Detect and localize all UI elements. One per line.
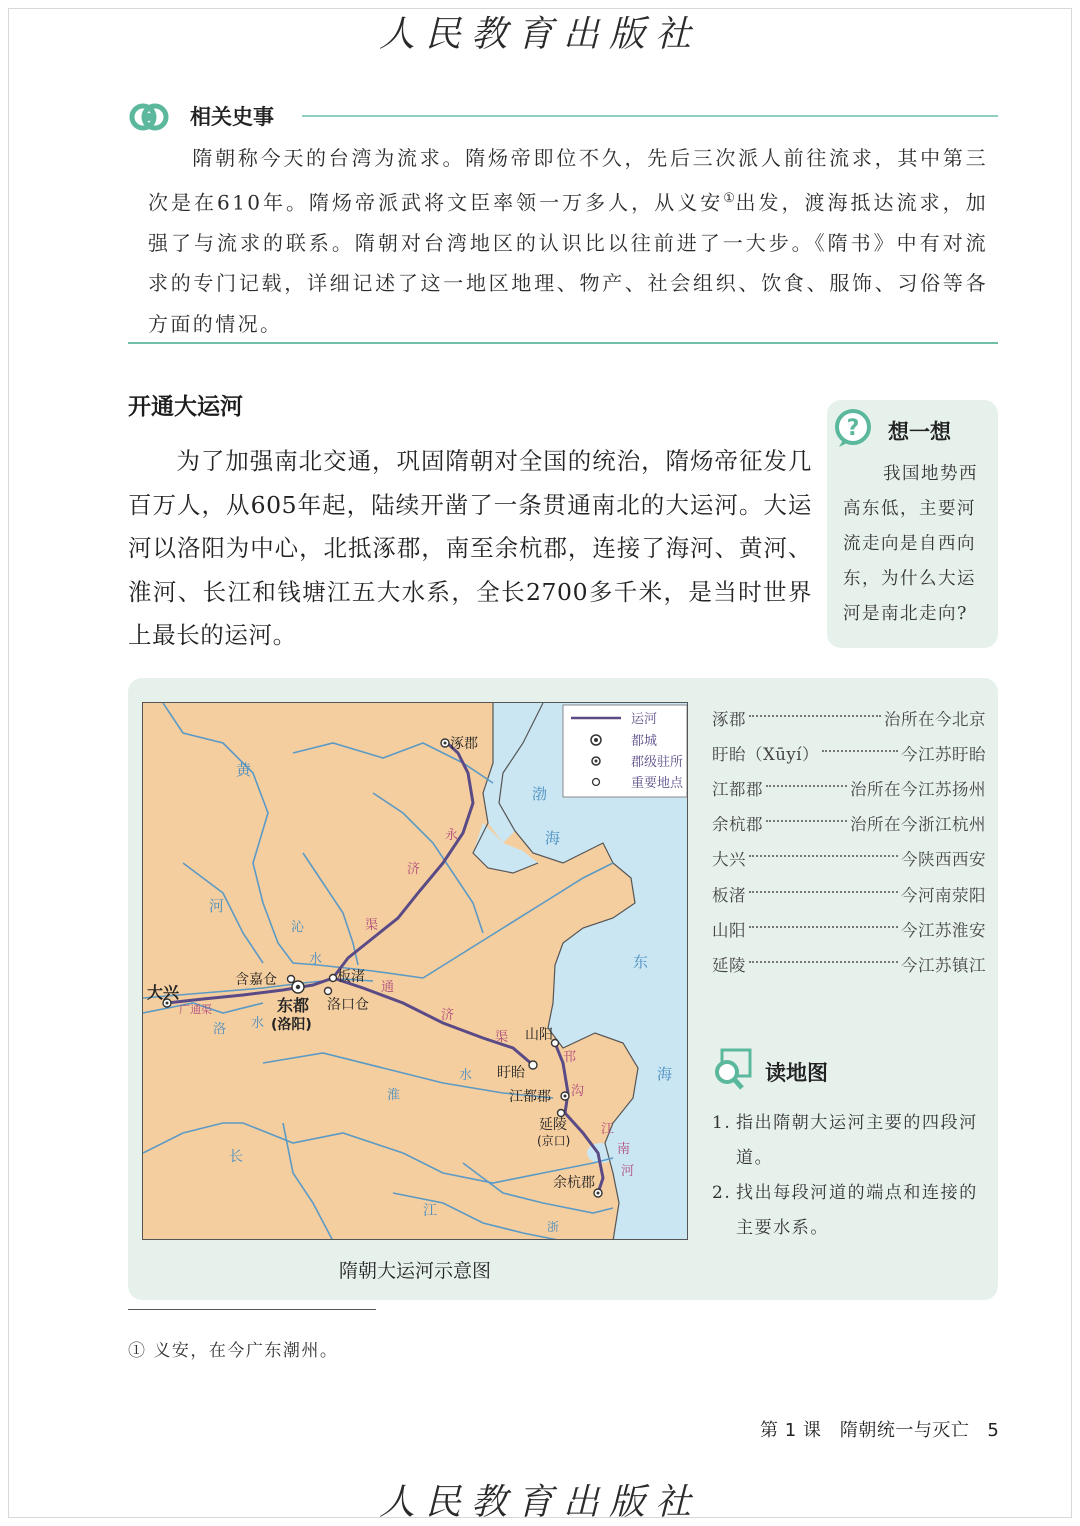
read-map-item-text: 指出隋朝大运河主要的四段河道。	[736, 1113, 978, 1168]
glossary-term: 大兴	[712, 850, 746, 870]
glossary-leader	[749, 855, 898, 857]
label-bo: 渤	[532, 785, 548, 803]
label-luo: 洛	[213, 1022, 227, 1037]
glossary-leader	[766, 785, 847, 787]
label-yong: 永	[445, 828, 459, 843]
place-banzhu: 板渚	[337, 969, 365, 985]
read-map-title: 读地图	[765, 1061, 828, 1085]
legend-prefecture: 郡级驻所	[631, 755, 684, 770]
label-tong: 通	[381, 980, 395, 995]
place-zhuojun: 涿郡	[450, 736, 478, 752]
label-guangtongqu: 广通渠	[179, 1003, 212, 1016]
read-map-item-number: 1.	[712, 1113, 732, 1133]
label-he: 河	[209, 897, 225, 915]
publisher-footer: 人民教育出版社	[378, 1482, 701, 1523]
glossary-row	[712, 700, 986, 735]
related-history-icon	[128, 96, 170, 138]
glossary-leader	[749, 926, 898, 928]
label-dong: 东	[633, 953, 649, 971]
label-huai: 淮	[387, 1088, 401, 1103]
place-jiangdu: 江都郡	[509, 1089, 551, 1105]
footnote-mark: ①	[723, 190, 736, 206]
place-yanling: 延陵	[539, 1117, 567, 1133]
read-map-item	[712, 1176, 982, 1246]
label-gou: 沟	[571, 1084, 585, 1099]
label-huang: 黄	[236, 761, 252, 779]
page-footer	[760, 1416, 999, 1442]
label-shui-qin: 水	[309, 952, 323, 967]
label-qu2: 渠	[495, 1030, 509, 1045]
read-map-item	[712, 1106, 982, 1176]
glossary-row	[712, 841, 986, 876]
glossary-note: 今江苏淮安	[901, 920, 986, 940]
glossary-row	[712, 946, 986, 981]
glossary-row	[712, 770, 986, 805]
grand-canal-map	[142, 702, 688, 1240]
glossary-note: 治所在今江苏扬州	[850, 779, 986, 799]
section-heading: 开通大运河	[128, 394, 243, 420]
glossary-note: 今江苏盱眙	[901, 744, 986, 764]
label-han: 邗	[563, 1050, 577, 1065]
glossary-row	[712, 911, 986, 946]
lesson-title: 第 1 课 隋朝统一与灭亡	[760, 1420, 970, 1441]
question-icon	[833, 407, 875, 449]
glossary-row	[712, 735, 986, 770]
glossary-row	[712, 876, 986, 911]
related-history-text	[148, 138, 988, 344]
place-dongdu: 东都	[277, 996, 310, 1015]
place-yuhang: 余杭郡	[553, 1175, 595, 1191]
place-jingkou: (京口)	[537, 1134, 571, 1148]
think-title: 想一想	[888, 420, 951, 444]
glossary-term: 江都郡	[712, 779, 763, 799]
footnote: ① 义安，在今广东潮州。	[128, 1341, 339, 1361]
glossary-note: 治所在今浙江杭州	[850, 815, 986, 835]
glossary-leader	[749, 891, 898, 893]
place-xuyi: 盱眙	[497, 1065, 525, 1081]
label-qu: 渠	[365, 918, 379, 933]
glossary-note: 今河南荥阳	[901, 885, 986, 905]
think-text	[843, 457, 989, 632]
map-caption: 隋朝大运河示意图	[338, 1260, 491, 1282]
label-shui-luo: 水	[251, 1016, 265, 1031]
related-history-part2: 出发，渡海抵达流求，加强了与流求的联系。隋朝对台湾地区的认识比以往前进了一大步。《隋书》中有对流求的专门记载，详细记述了这一地区地理、物产、社会组织、饮食、服饰、习俗等各方面的情况。	[148, 190, 989, 336]
label-zhe: 浙	[547, 1220, 560, 1234]
page-number: 5	[987, 1420, 1000, 1441]
glossary-term: 余杭郡	[712, 815, 763, 835]
label-ji2: 济	[441, 1008, 455, 1023]
place-luoyang: (洛阳)	[271, 1017, 312, 1033]
label-qin: 沁	[291, 920, 305, 935]
section-paragraph-text: 为了加强南北交通，巩固隋朝对全国的统治，隋炀帝征发几百万人，从605年起，陆续开凿了一条贯通南北的大运河。大运河以洛阳为中心，北抵涿郡，南至余杭郡，连接了海河、黄河、淮河、长江和钱塘江五大水系，全长2700多千米，是当时世界上最长的运河。	[128, 447, 812, 649]
read-map-item-text: 找出每段河道的端点和连接的主要水系。	[736, 1183, 978, 1238]
related-history-rule	[302, 115, 998, 117]
label-hai-dong: 海	[657, 1065, 673, 1083]
label-ji: 济	[407, 862, 421, 877]
svg-text:?: ?	[846, 416, 860, 441]
think-text-body: 我国地势西高东低，主要河流走向是自西向东，为什么大运河是南北走向?	[843, 464, 978, 624]
glossary-note: 治所在今北京	[884, 709, 986, 729]
label-shui-huai: 水	[459, 1068, 473, 1083]
publisher-header: 人民教育出版社	[378, 14, 701, 55]
label-he-nan: 河	[621, 1164, 635, 1179]
glossary-term: 板渚	[712, 885, 746, 905]
read-map-list	[712, 1106, 982, 1246]
glossary-leader	[822, 750, 898, 752]
label-hai-bo: 海	[545, 829, 561, 847]
glossary	[712, 700, 986, 982]
glossary-leader	[766, 820, 847, 822]
map-legend	[563, 705, 687, 797]
related-history-title: 相关史事	[190, 105, 274, 129]
legend-canal: 运河	[631, 712, 658, 727]
place-daxing: 大兴	[147, 983, 180, 1002]
glossary-term: 涿郡	[712, 709, 746, 729]
glossary-term: 延陵	[712, 955, 746, 975]
magnifier-icon	[712, 1048, 752, 1092]
glossary-row	[712, 806, 986, 841]
related-history-bottom-rule	[128, 342, 998, 344]
footnote-rule	[128, 1309, 376, 1310]
place-shanyang: 山阳	[525, 1027, 553, 1043]
glossary-leader	[749, 715, 881, 717]
label-jiang-nan: 江	[601, 1122, 615, 1137]
label-nan: 南	[617, 1142, 631, 1157]
place-hanjiacang: 含嘉仓	[235, 972, 277, 988]
map-graphic	[143, 703, 688, 1240]
place-luokoucang: 洛口仓	[327, 997, 369, 1013]
legend-important: 重要地点	[631, 776, 684, 791]
glossary-leader	[749, 961, 898, 963]
glossary-note: 今江苏镇江	[901, 955, 986, 975]
related-history-part1: 隋朝称今天的台湾为流求。隋炀帝即位不久，先后三次派人前往流求，其中第三次是在610年。隋炀帝派武将文臣率领一万多人，从义安	[148, 146, 988, 215]
glossary-term: 山阳	[712, 920, 746, 940]
label-jiang: 江	[423, 1203, 437, 1219]
section-paragraph	[128, 440, 812, 658]
glossary-term: 盱眙（Xūyí）	[712, 744, 819, 764]
glossary-note: 今陕西西安	[901, 850, 986, 870]
read-map-item-number: 2.	[712, 1183, 732, 1203]
legend-capital: 都城	[631, 734, 658, 749]
label-chang: 长	[229, 1149, 243, 1165]
